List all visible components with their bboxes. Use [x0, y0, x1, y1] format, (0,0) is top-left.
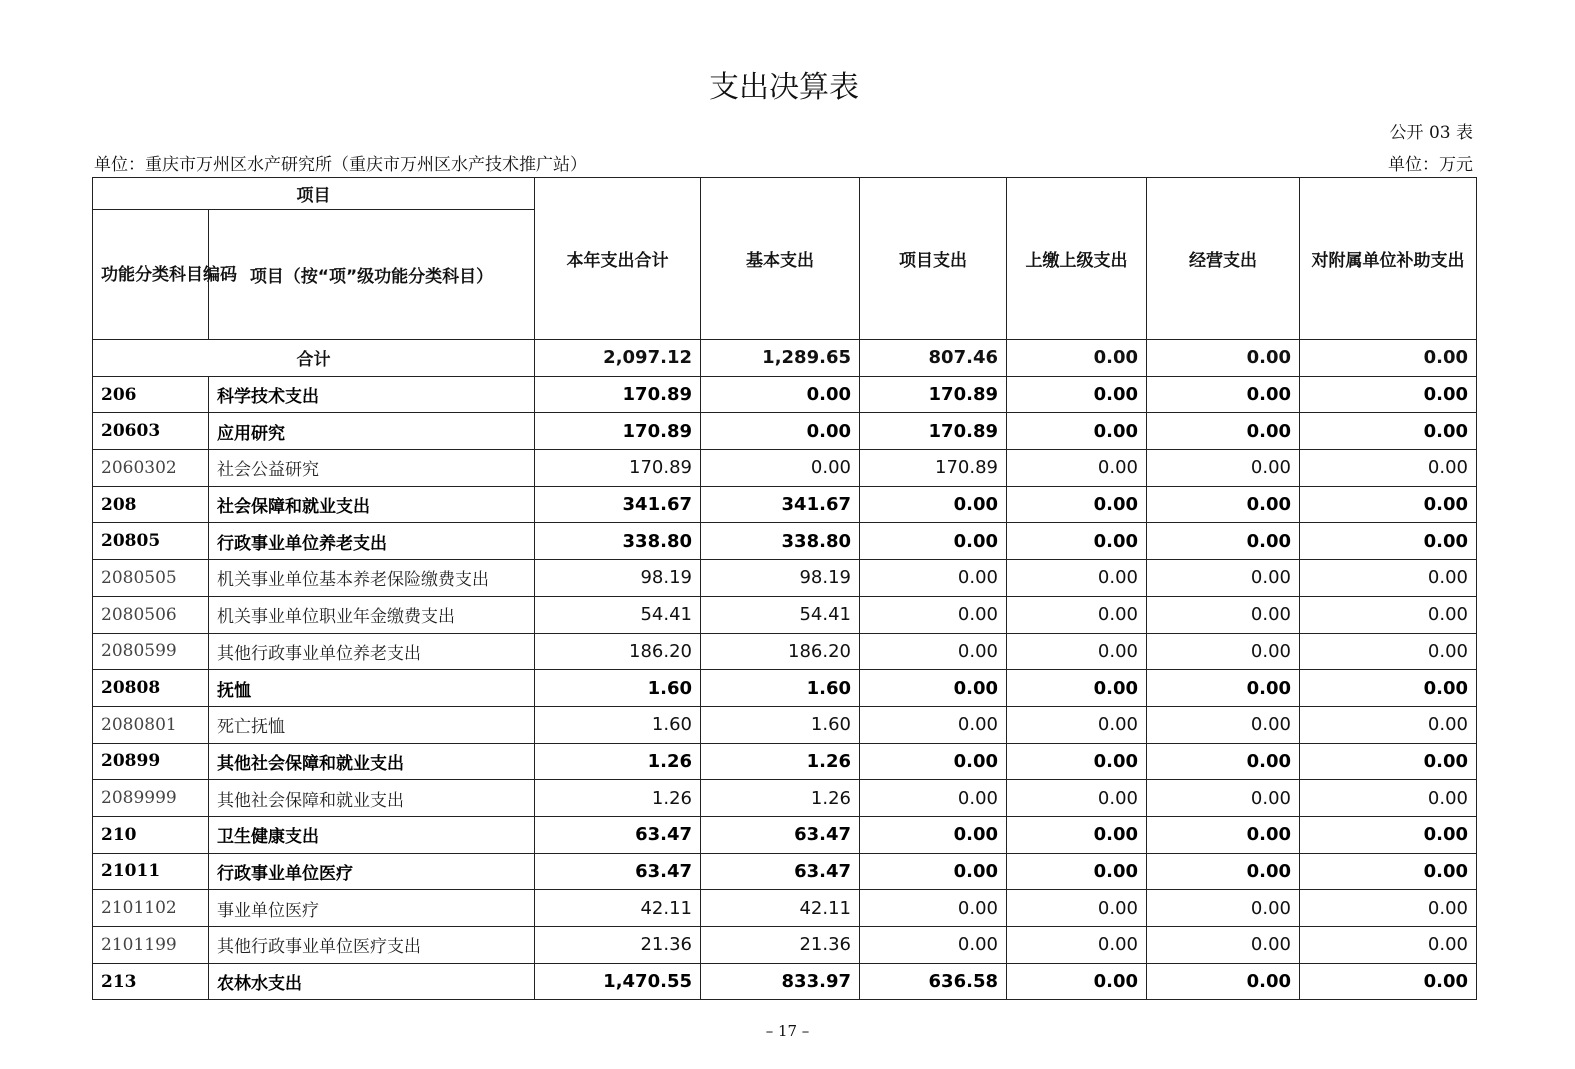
- header-code: 功能分类科目编码: [93, 210, 209, 340]
- row-value: 63.47: [535, 816, 701, 853]
- row-value: 98.19: [701, 560, 860, 597]
- row-value: 0.00: [1147, 963, 1300, 1000]
- form-number: 公开 03 表: [1389, 123, 1473, 143]
- row-value: 0.00: [1147, 853, 1300, 890]
- row-value: 0.00: [1300, 450, 1477, 487]
- row-value: 1,470.55: [535, 963, 701, 1000]
- row-name: 死亡抚恤: [209, 706, 535, 743]
- row-value: 341.67: [535, 486, 701, 523]
- table-row: [93, 523, 1477, 560]
- row-value: 0.00: [1007, 853, 1147, 890]
- total-value: 0.00: [1147, 340, 1300, 377]
- row-value: 0.00: [1147, 706, 1300, 743]
- table-row: [93, 413, 1477, 450]
- row-code: 208: [93, 486, 209, 523]
- row-code: 2060302: [93, 450, 209, 487]
- row-name: 抚恤: [209, 670, 535, 707]
- row-value: 63.47: [535, 853, 701, 890]
- total-value: 0.00: [1007, 340, 1147, 377]
- row-value: 0.00: [1300, 376, 1477, 413]
- row-value: 0.00: [1147, 450, 1300, 487]
- row-name: 事业单位医疗: [209, 890, 535, 927]
- row-name: 农林水支出: [209, 963, 535, 1000]
- row-value: 0.00: [1007, 376, 1147, 413]
- row-value: 0.00: [1007, 450, 1147, 487]
- row-value: 0.00: [1007, 560, 1147, 597]
- row-code: 20805: [93, 523, 209, 560]
- row-value: 1.26: [535, 780, 701, 817]
- header-total: 本年支出合计: [535, 178, 701, 340]
- row-value: 0.00: [1147, 927, 1300, 964]
- row-value: 0.00: [701, 450, 860, 487]
- row-name: 其他行政事业单位医疗支出: [209, 927, 535, 964]
- row-value: 341.67: [701, 486, 860, 523]
- row-value: 1.26: [701, 743, 860, 780]
- row-code: 2080505: [93, 560, 209, 597]
- row-code: 2101102: [93, 890, 209, 927]
- row-value: 0.00: [860, 633, 1007, 670]
- row-value: 0.00: [1300, 890, 1477, 927]
- row-value: 170.89: [535, 450, 701, 487]
- row-name: 机关事业单位基本养老保险缴费支出: [209, 560, 535, 597]
- row-code: 2080599: [93, 633, 209, 670]
- row-name: 科学技术支出: [209, 376, 535, 413]
- row-value: 63.47: [701, 853, 860, 890]
- table-row: [93, 450, 1477, 487]
- row-value: 0.00: [1147, 523, 1300, 560]
- row-value: 54.41: [535, 596, 701, 633]
- row-code: 2080506: [93, 596, 209, 633]
- row-code: 2089999: [93, 780, 209, 817]
- row-value: 0.00: [1147, 633, 1300, 670]
- table-row: [93, 816, 1477, 853]
- table-row: [93, 376, 1477, 413]
- row-code: 20808: [93, 670, 209, 707]
- unit-currency: 单位：万元: [1388, 155, 1473, 175]
- row-value: 1.60: [535, 670, 701, 707]
- row-value: 0.00: [860, 486, 1007, 523]
- row-name: 社会公益研究: [209, 450, 535, 487]
- row-name: 社会保障和就业支出: [209, 486, 535, 523]
- row-code: 206: [93, 376, 209, 413]
- row-name: 其他社会保障和就业支出: [209, 743, 535, 780]
- row-value: 0.00: [1300, 780, 1477, 817]
- row-name: 应用研究: [209, 413, 535, 450]
- row-value: 338.80: [535, 523, 701, 560]
- row-value: 1.26: [701, 780, 860, 817]
- row-value: 0.00: [860, 927, 1007, 964]
- row-value: 170.89: [535, 376, 701, 413]
- total-value: 2,097.12: [535, 340, 701, 377]
- row-value: 170.89: [860, 413, 1007, 450]
- row-value: 0.00: [1147, 596, 1300, 633]
- row-value: 338.80: [701, 523, 860, 560]
- row-value: 0.00: [860, 560, 1007, 597]
- row-value: 0.00: [1007, 963, 1147, 1000]
- row-value: 186.20: [701, 633, 860, 670]
- row-value: 98.19: [535, 560, 701, 597]
- row-code: 21011: [93, 853, 209, 890]
- row-value: 54.41: [701, 596, 860, 633]
- table-row: [93, 633, 1477, 670]
- row-value: 0.00: [1300, 486, 1477, 523]
- total-value: 1,289.65: [701, 340, 860, 377]
- row-value: 1.60: [701, 706, 860, 743]
- row-code: 20603: [93, 413, 209, 450]
- row-name: 行政事业单位养老支出: [209, 523, 535, 560]
- header-business: 经营支出: [1147, 178, 1300, 340]
- table-row: [93, 706, 1477, 743]
- row-value: 0.00: [860, 780, 1007, 817]
- row-value: 0.00: [1300, 743, 1477, 780]
- row-value: 0.00: [860, 853, 1007, 890]
- total-value: 807.46: [860, 340, 1007, 377]
- row-code: 213: [93, 963, 209, 1000]
- row-value: 0.00: [1007, 927, 1147, 964]
- table-row: [93, 890, 1477, 927]
- row-value: 0.00: [1007, 596, 1147, 633]
- row-value: 0.00: [860, 523, 1007, 560]
- row-value: 0.00: [1147, 816, 1300, 853]
- table-row: [93, 743, 1477, 780]
- row-value: 0.00: [1007, 413, 1147, 450]
- row-value: 0.00: [860, 706, 1007, 743]
- row-value: 0.00: [860, 596, 1007, 633]
- row-value: 170.89: [860, 450, 1007, 487]
- unit-organization: 单位：重庆市万州区水产研究所（重庆市万州区水产技术推广站）: [94, 155, 587, 175]
- row-value: 0.00: [1300, 963, 1477, 1000]
- row-value: 21.36: [701, 927, 860, 964]
- table-row: [93, 560, 1477, 597]
- total-row: [93, 340, 1477, 377]
- row-value: 0.00: [1300, 706, 1477, 743]
- row-value: 0.00: [1147, 413, 1300, 450]
- row-name: 其他社会保障和就业支出: [209, 780, 535, 817]
- row-value: 0.00: [1147, 890, 1300, 927]
- page-title: 支出决算表: [709, 70, 859, 105]
- row-value: 0.00: [1147, 670, 1300, 707]
- row-value: 21.36: [535, 927, 701, 964]
- table-row: [93, 963, 1477, 1000]
- table-row: [93, 927, 1477, 964]
- header-upper: 上缴上级支出: [1007, 178, 1147, 340]
- row-value: 0.00: [860, 743, 1007, 780]
- row-name: 卫生健康支出: [209, 816, 535, 853]
- table-row: [93, 853, 1477, 890]
- row-value: 0.00: [1147, 743, 1300, 780]
- row-value: 0.00: [1007, 523, 1147, 560]
- row-code: 2080801: [93, 706, 209, 743]
- total-label: 合计: [93, 340, 535, 377]
- row-value: 0.00: [1300, 816, 1477, 853]
- row-value: 0.00: [1147, 560, 1300, 597]
- expenditure-table: [92, 177, 1477, 1000]
- row-value: 833.97: [701, 963, 860, 1000]
- row-value: 0.00: [860, 816, 1007, 853]
- row-value: 0.00: [1007, 890, 1147, 927]
- table-row: [93, 670, 1477, 707]
- row-value: 0.00: [1300, 670, 1477, 707]
- row-value: 170.89: [535, 413, 701, 450]
- row-value: 0.00: [1147, 486, 1300, 523]
- row-value: 0.00: [1147, 376, 1300, 413]
- row-value: 0.00: [701, 413, 860, 450]
- total-value: 0.00: [1300, 340, 1477, 377]
- row-value: 0.00: [1300, 413, 1477, 450]
- row-name: 行政事业单位医疗: [209, 853, 535, 890]
- row-value: 0.00: [1007, 706, 1147, 743]
- row-value: 1.60: [701, 670, 860, 707]
- row-value: 0.00: [1300, 523, 1477, 560]
- row-value: 0.00: [1300, 927, 1477, 964]
- row-value: 0.00: [860, 670, 1007, 707]
- header-name: 项目（按“项”级功能分类科目）: [209, 210, 535, 340]
- row-value: 42.11: [535, 890, 701, 927]
- table-row: [93, 780, 1477, 817]
- row-value: 0.00: [1007, 743, 1147, 780]
- row-code: 20899: [93, 743, 209, 780]
- row-value: 63.47: [701, 816, 860, 853]
- page-number: – 17 –: [765, 1022, 810, 1040]
- header-item-group: 项目: [93, 178, 535, 210]
- row-value: 0.00: [1300, 853, 1477, 890]
- row-value: 0.00: [1300, 633, 1477, 670]
- table-row: [93, 596, 1477, 633]
- table-row: [93, 486, 1477, 523]
- row-value: 0.00: [860, 890, 1007, 927]
- row-value: 186.20: [535, 633, 701, 670]
- row-value: 0.00: [701, 376, 860, 413]
- header-subsidy: 对附属单位补助支出: [1300, 178, 1477, 340]
- row-value: 0.00: [1007, 816, 1147, 853]
- row-value: 0.00: [1300, 596, 1477, 633]
- row-value: 0.00: [1007, 633, 1147, 670]
- row-value: 0.00: [1007, 670, 1147, 707]
- row-name: 其他行政事业单位养老支出: [209, 633, 535, 670]
- row-code: 210: [93, 816, 209, 853]
- row-name: 机关事业单位职业年金缴费支出: [209, 596, 535, 633]
- header-basic: 基本支出: [701, 178, 860, 340]
- row-value: 0.00: [1007, 486, 1147, 523]
- row-value: 1.26: [535, 743, 701, 780]
- row-value: 0.00: [1007, 780, 1147, 817]
- row-value: 0.00: [1300, 560, 1477, 597]
- header-project: 项目支出: [860, 178, 1007, 340]
- row-value: 170.89: [860, 376, 1007, 413]
- row-value: 42.11: [701, 890, 860, 927]
- row-value: 1.60: [535, 706, 701, 743]
- row-value: 636.58: [860, 963, 1007, 1000]
- row-code: 2101199: [93, 927, 209, 964]
- row-value: 0.00: [1147, 780, 1300, 817]
